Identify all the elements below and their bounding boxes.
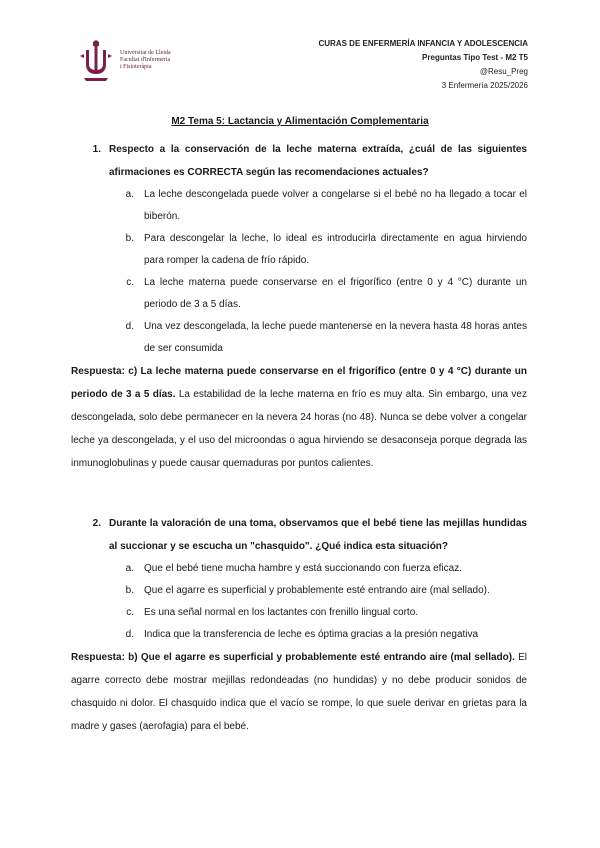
question-stem	[71, 512, 527, 558]
option-letter: c.	[126, 277, 134, 288]
option-text: Es una señal normal en los lactantes con frenillo lingual corto.	[144, 607, 419, 618]
option-letter: b.	[125, 585, 134, 596]
option-a	[71, 184, 527, 228]
option-text: La leche materna puede conservarse en el frigorífico (entre 0 y 4 °C) durante un periodo de 3 a 5 días.	[144, 277, 527, 310]
logo-line-3: i Fisioteràpia	[120, 64, 152, 70]
option-a	[71, 558, 527, 580]
option-text: Para descongelar la leche, lo ideal es introducirla directamente en agua hirviendo para romper la cadena de frío rápido.	[144, 233, 527, 266]
question-1	[71, 138, 527, 475]
option-text: Indica que la transferencia de leche es óptima gracias a la presión negativa	[144, 629, 479, 640]
header-meta	[319, 37, 529, 93]
university-logo-icon	[76, 40, 116, 82]
academic-year: 3 Enfermería 2025/2026	[441, 81, 528, 90]
test-subtitle: Preguntas Tipo Test - M2 T5	[422, 53, 528, 62]
course-name: CURAS DE ENFERMERÍA INFANCIA Y ADOLESCENCIA	[318, 39, 528, 48]
question-text: Durante la valoración de una toma, observamos que el bebé tiene las mejillas hundidas al succionar y se escucha un "chasquido". ¿Qué indica esta situación?	[109, 518, 527, 552]
answer-explanation	[71, 646, 527, 738]
logo-line-2: Facultat d'Infermeria	[120, 57, 171, 63]
option-d	[71, 316, 527, 360]
author-handle: @Resu_Preg	[479, 67, 528, 76]
question-stem	[71, 138, 527, 184]
option-text: Que el bebé tiene mucha hambre y está succionando con fuerza eficaz.	[144, 563, 462, 574]
option-c	[71, 602, 527, 624]
option-letter: c.	[126, 607, 134, 618]
option-text: Una vez descongelada, la leche puede mantenerse en la nevera hasta 48 horas antes de ser consumida	[144, 321, 527, 354]
question-text: Respecto a la conservación de la leche materna extraída, ¿cuál de las siguientes afirmaciones es CORRECTA según las recomendaciones actuales?	[109, 144, 527, 178]
university-logo	[76, 40, 186, 82]
option-letter: a.	[125, 563, 134, 574]
option-c	[71, 272, 527, 316]
answer-text: La estabilidad de la leche materna en frío es muy alta. Sin embargo, una vez descongelada, solo debe permanecer en la nevera 24 horas (no 48). Nunca se debe volver a congelar leche ya descongelada, y el uso del microondas o agua hirviendo se desaconseja porque degrada las inmunoglobulinas y puede causar quemaduras por puntos calientes.	[71, 389, 527, 469]
answer-label: Respuesta: b) Que el agarre es superficial y probablemente esté entrando aire (mal sellado).	[71, 652, 515, 663]
option-letter: d.	[125, 321, 134, 332]
question-number: 1.	[92, 144, 101, 155]
answer-label: Respuesta: c) La leche materna puede conservarse en el frigorífico (entre 0 y 4 °C) durante un periodo de 3 a 5 días.	[71, 366, 527, 400]
option-letter: a.	[125, 189, 134, 200]
option-text: La leche descongelada puede volver a congelarse si el bebé no ha llegado a tocar el biberón.	[144, 189, 527, 222]
university-name	[120, 50, 186, 71]
option-d	[71, 624, 527, 646]
question-number: 2.	[92, 518, 101, 529]
option-letter: b.	[125, 233, 134, 244]
question-2	[71, 512, 527, 738]
option-b	[71, 580, 527, 602]
answer-text: El agarre correcto debe mostrar mejillas redondeadas (no hundidas) y no debe producir sonidos de chasquido ni dolor. El chasquido indica que el vacío se rompe, lo que suele derivar en grietas para la madre y gases (aerofagia) para el bebé.	[71, 652, 527, 732]
logo-line-1: Universitat de Lleida	[120, 50, 171, 56]
option-b	[71, 228, 527, 272]
option-letter: d.	[125, 629, 134, 640]
answer-explanation	[71, 360, 527, 475]
page-title: M2 Tema 5: Lactancia y Alimentación Complementaria	[171, 116, 429, 127]
option-text: Que el agarre es superficial y probablemente esté entrando aire (mal sellado).	[144, 585, 490, 596]
